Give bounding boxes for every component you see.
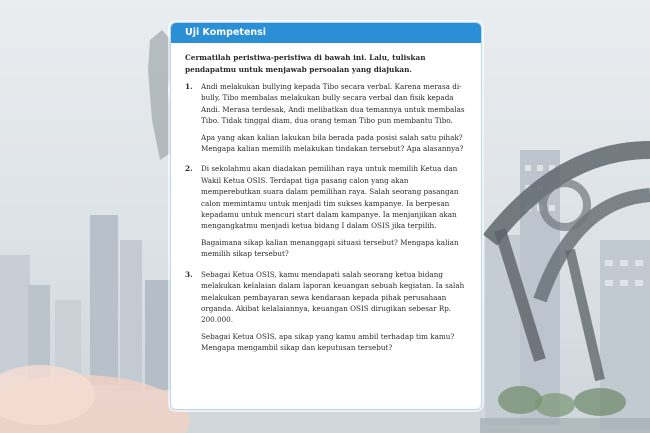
question-item (185, 81, 467, 159)
question-item (185, 163, 467, 264)
question-text: Apa yang akan kalian lakukan bila berada pada posisi salah satu pihak? Mengapa kalian memilih melakukan tindakan tersebut? Apa alasannya? (201, 132, 464, 154)
instruction-text: Cermatilah peristiwa-peristiwa di bawah ini. Lalu, tuliskan pendapatmu untuk menjawab persoalan yang diajukan. (185, 53, 426, 74)
question-item (185, 269, 467, 359)
card-body (171, 43, 481, 359)
question-text: Sebagai Ketua OSIS, apa sikap yang kamu ambil terhadap tim kamu? Mengapa mengambil sikap dan keputusan tersebut? (201, 331, 455, 353)
question-number: 1. (185, 82, 193, 91)
case-description: Di sekolahmu akan diadakan pemilihan raya untuk memilih Ketua dan Wakil Ketua OSIS. Terdapat tiga pasang calon yang akan memperebutkan suara dalam pemilihan raya. Salah seorang pasangan calon memintamu untuk menjadi tim sukses kampanye. Ia berpesan kepadamu untuk mencuri start dalam kampanye. Ia menjanjikan akan mengangkatmu menjadi ketua bidang I dalam OSIS jika terpilih. (201, 164, 459, 231)
question-number: 3. (185, 269, 193, 279)
question-text: Bagaimana sikap kalian menanggapi situasi tersebut? Mengapa kalian memilih sikap tersebut? (201, 237, 459, 259)
case-description: Andi melakukan bullying kepada Tibo secara verbal. Karena merasa di-bully, Tibo membalas melakukan bully secara verbal dan fisik kepada Andi. Merasa terdesak, Andi melibatkan dua temannya untuk membalas Tibo. Tidak tinggal diam, dua orang teman Tibo pun membantu Tibo. (201, 82, 465, 126)
competency-test-card (170, 22, 482, 410)
case-description: Sebagai Ketua OSIS, kamu mendapati salah seorang ketua bidang melakukan kelalaian dalam laporan keuangan sebuah kegiatan. Ia salah melakukan pembayaran sewa kendaraan kepada pihak perusahaan organda. Akibat kelalaiannya, keuangan OSIS dirugikan sebesar Rp. 200.000. (201, 269, 465, 325)
question-number: 2. (185, 164, 193, 174)
card-title: Uji Kompetensi (171, 23, 481, 43)
